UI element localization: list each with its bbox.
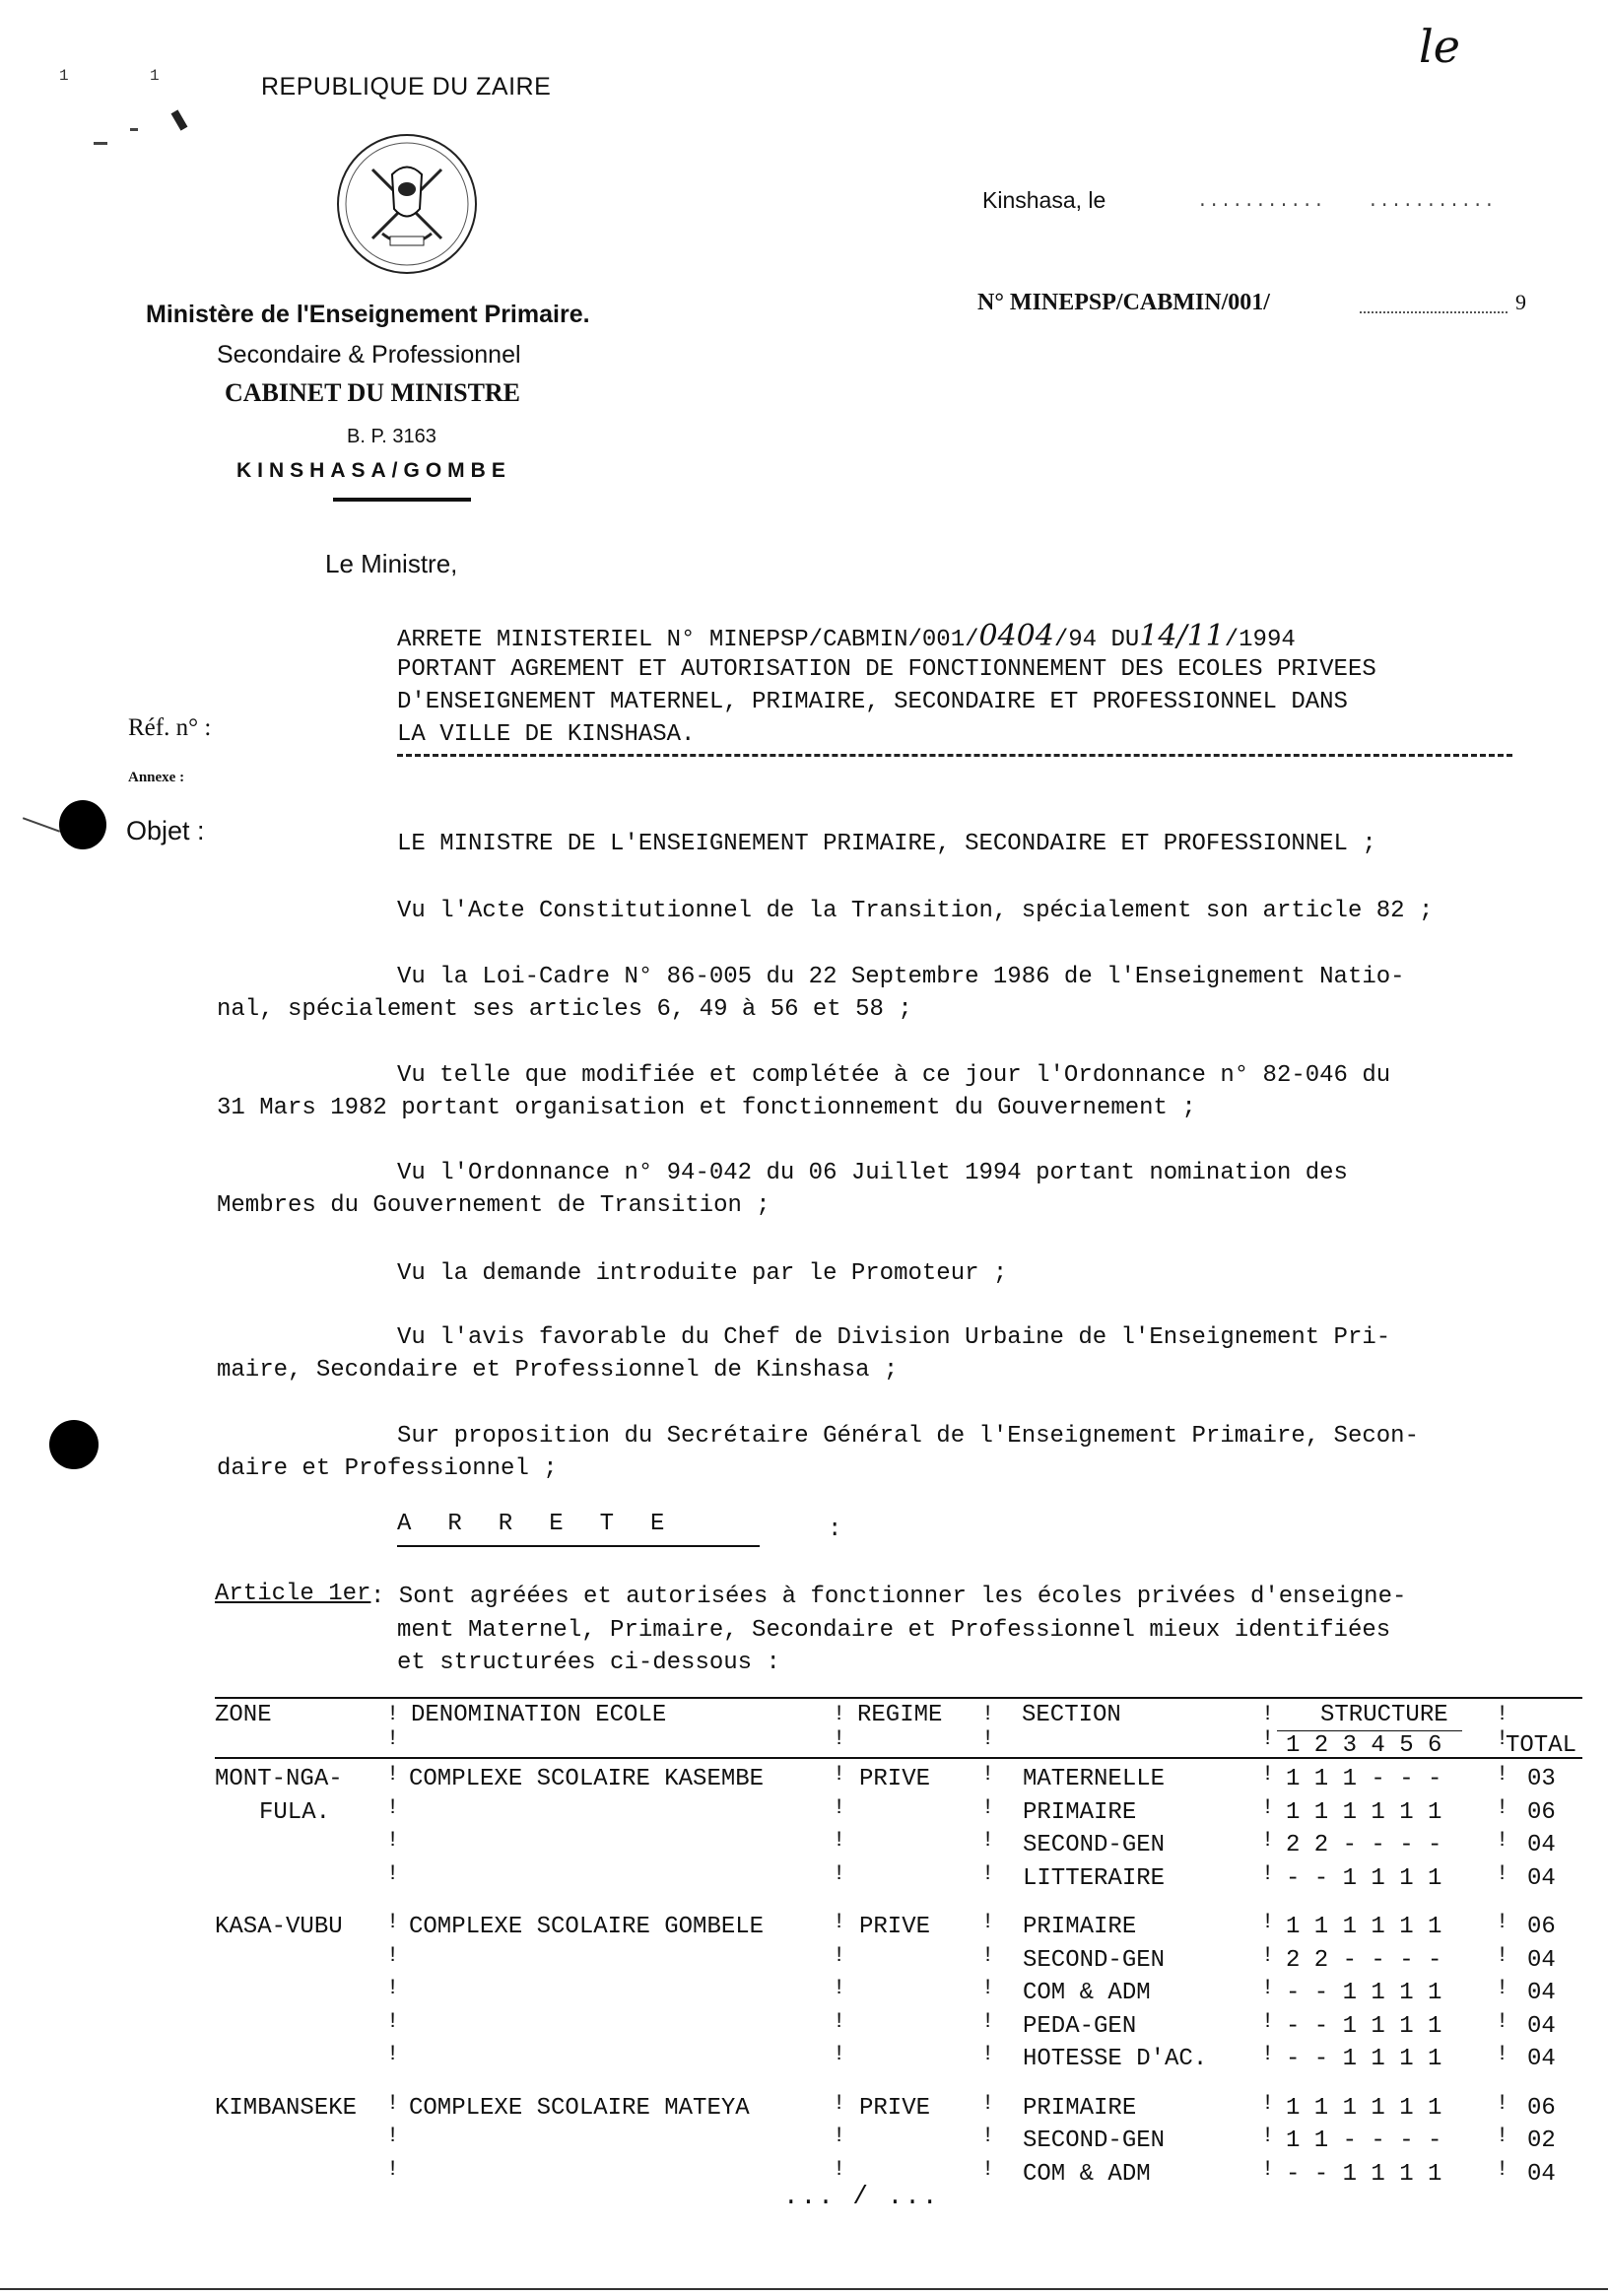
corner-handwriting: le xyxy=(1419,20,1460,73)
decree-title-line: LA VILLE DE KINSHASA. xyxy=(397,721,696,748)
column-separator: ! xyxy=(981,2090,995,2116)
structure-cell: - - 1 1 1 1 xyxy=(1286,1980,1442,2006)
annexe-label: Annexe : xyxy=(128,770,185,785)
column-separator: ! xyxy=(833,1726,846,1751)
column-separator: ! xyxy=(981,1762,995,1787)
column-separator: ! xyxy=(981,1726,995,1751)
column-separator: ! xyxy=(386,2124,400,2148)
punch-hole-mark xyxy=(59,800,106,849)
column-separator: ! xyxy=(386,1726,400,1751)
zone-cell: FULA. xyxy=(259,1798,331,1826)
reference-label: Réf. n° : xyxy=(128,714,212,741)
structure-cell: - - 1 1 1 1 xyxy=(1286,2012,1442,2040)
regime-cell: PRIVE xyxy=(859,1914,931,1940)
title-text: ARRETE MINISTERIEL N° MINEPSP/CABMIN/001/ xyxy=(397,627,979,653)
minister-label: Le Ministre, xyxy=(325,549,458,578)
column-separator: ! xyxy=(981,1860,995,1886)
column-separator: ! xyxy=(1496,1860,1509,1886)
column-separator: ! xyxy=(1261,1942,1275,1968)
header-total: TOTAL xyxy=(1506,1732,1577,1759)
article-label: Article 1er xyxy=(215,1581,371,1607)
column-separator: ! xyxy=(833,1828,846,1853)
section-cell: PEDA-GEN xyxy=(1023,2012,1137,2040)
column-separator: ! xyxy=(1496,2090,1509,2116)
column-separator: ! xyxy=(1496,1828,1509,1853)
preamble-paragraph: Sur proposition du Secrétaire Général de l'Enseignement Primaire, Secon- xyxy=(397,1423,1419,1450)
column-separator: ! xyxy=(833,1794,846,1820)
column-separator: ! xyxy=(1261,1762,1275,1787)
total-cell: 04 xyxy=(1527,1980,1556,2006)
structure-cell: 2 2 - - - - xyxy=(1286,1832,1442,1858)
column-separator: ! xyxy=(1496,2008,1509,2034)
column-separator: ! xyxy=(1496,1976,1509,2000)
column-separator: ! xyxy=(833,1702,846,1726)
total-cell: 06 xyxy=(1527,1914,1556,1940)
zone-cell: MONT-NGA- xyxy=(215,1766,343,1792)
column-separator: ! xyxy=(1261,2124,1275,2148)
section-cell: SECOND-GEN xyxy=(1023,1832,1166,1858)
column-separator: ! xyxy=(1261,2042,1275,2066)
section-cell: COM & ADM xyxy=(1023,2160,1151,2188)
handwritten-date: 14/11 xyxy=(1139,619,1225,653)
column-separator: ! xyxy=(1261,1794,1275,1820)
section-cell: PRIMAIRE xyxy=(1023,2094,1137,2122)
column-separator: ! xyxy=(981,1976,995,2000)
header-structure: STRUCTURE xyxy=(1320,1702,1448,1728)
article-text: ment Maternel, Primaire, Secondaire et Professionnel mieux identifiées xyxy=(397,1617,1391,1644)
column-separator: ! xyxy=(1496,1762,1509,1787)
column-separator: ! xyxy=(386,1762,400,1787)
column-separator: ! xyxy=(1261,1726,1275,1751)
date-blank: ........... xyxy=(1197,192,1325,212)
structure-cell: 1 1 1 - - - xyxy=(1286,1766,1442,1792)
column-separator: ! xyxy=(386,1976,400,2000)
ministry-name: Ministère de l'Enseignement Primaire. xyxy=(146,301,590,328)
section-cell: SECOND-GEN xyxy=(1023,2127,1166,2154)
scan-marks: 1 xyxy=(150,67,160,85)
coat-of-arms-emblem xyxy=(333,130,481,278)
objet-label: Objet : xyxy=(126,816,205,845)
scan-marks xyxy=(94,142,107,145)
arrete-heading: ARRETE xyxy=(397,1511,702,1537)
total-cell: 06 xyxy=(1527,1798,1556,1826)
regime-cell: PRIVE xyxy=(859,2094,931,2122)
column-separator: ! xyxy=(1496,2042,1509,2066)
column-separator: ! xyxy=(833,1942,846,1968)
preamble-heading: LE MINISTRE DE L'ENSEIGNEMENT PRIMAIRE, SECONDAIRE ET PROFESSIONNEL ; xyxy=(397,831,1376,857)
column-separator: ! xyxy=(386,2042,400,2066)
title-text: /1994 xyxy=(1224,627,1296,653)
zone-cell: KIMBANSEKE xyxy=(215,2094,358,2122)
decree-title-line: PORTANT AGREMENT ET AUTORISATION DE FONCTIONNEMENT DES ECOLES PRIVEES xyxy=(397,656,1376,683)
scan-marks xyxy=(171,109,188,130)
section-cell: COM & ADM xyxy=(1023,1980,1151,2006)
column-separator: ! xyxy=(1496,1942,1509,1968)
column-separator: ! xyxy=(833,2090,846,2116)
total-cell: 04 xyxy=(1527,1832,1556,1858)
total-cell: 06 xyxy=(1527,2094,1556,2122)
column-separator: ! xyxy=(981,2042,995,2066)
total-cell: 04 xyxy=(1527,1946,1556,1974)
column-separator: ! xyxy=(1261,1828,1275,1853)
scan-marks: 1 xyxy=(59,67,69,85)
preamble-paragraph: Vu l'avis favorable du Chef de Division Urbaine de l'Enseignement Pri- xyxy=(397,1324,1391,1351)
column-separator: ! xyxy=(386,1702,400,1726)
column-separator: ! xyxy=(386,2090,400,2116)
column-separator: ! xyxy=(1261,2008,1275,2034)
column-separator: ! xyxy=(833,1860,846,1886)
regime-cell: PRIVE xyxy=(859,1766,931,1792)
structure-cell: 1 1 - - - - xyxy=(1286,2127,1442,2154)
column-separator: ! xyxy=(981,1942,995,1968)
school-name-cell: COMPLEXE SCOLAIRE GOMBELE xyxy=(409,1914,765,1940)
total-cell: 02 xyxy=(1527,2127,1556,2154)
school-name-cell: COMPLEXE SCOLAIRE MATEYA xyxy=(409,2094,750,2122)
column-separator: ! xyxy=(981,1794,995,1820)
column-separator: ! xyxy=(981,1828,995,1853)
column-separator: ! xyxy=(833,2156,846,2182)
punch-hole-mark xyxy=(49,1420,99,1469)
preamble-paragraph: Vu la Loi-Cadre N° 86-005 du 22 Septembre 1986 de l'Enseignement Natio- xyxy=(397,964,1405,990)
cabinet-title: CABINET DU MINISTRE xyxy=(225,378,521,407)
zone-cell: KASA-VUBU xyxy=(215,1914,343,1940)
header-divider xyxy=(333,498,471,502)
structure-cell: - - 1 1 1 1 xyxy=(1286,1864,1442,1892)
total-cell: 03 xyxy=(1527,1766,1556,1792)
preamble-paragraph: nal, spécialement ses articles 6, 49 à 56 et 58 ; xyxy=(217,996,912,1023)
section-cell: SECOND-GEN xyxy=(1023,1946,1166,1974)
article-text: et structurées ci-dessous : xyxy=(397,1650,780,1676)
scan-marks xyxy=(130,128,138,131)
ministry-subtitle: Secondaire & Professionnel xyxy=(217,341,521,369)
column-separator: ! xyxy=(1261,1702,1275,1726)
reference-suffix: 9 xyxy=(1515,290,1526,314)
preamble-paragraph: Vu l'Acte Constitutionnel de la Transition, spécialement son article 82 ; xyxy=(397,898,1434,924)
title-text: /94 DU xyxy=(1053,627,1140,653)
column-separator: ! xyxy=(1261,1910,1275,1934)
decree-title xyxy=(397,620,1296,656)
scan-marks xyxy=(23,817,60,833)
column-separator: ! xyxy=(1496,1910,1509,1934)
column-separator: ! xyxy=(833,2124,846,2148)
preamble-paragraph: 31 Mars 1982 portant organisation et fonctionnement du Gouvernement ; xyxy=(217,1095,1196,1121)
preamble-paragraph: daire et Professionnel ; xyxy=(217,1455,558,1482)
total-cell: 04 xyxy=(1527,2012,1556,2040)
place-date-label: Kinshasa, le xyxy=(982,187,1106,213)
structure-cell: 1 1 1 1 1 1 xyxy=(1286,2094,1442,2122)
section-cell: PRIMAIRE xyxy=(1023,1798,1137,1826)
page-bottom-edge xyxy=(0,2288,1608,2290)
column-separator: ! xyxy=(833,2042,846,2066)
table-top-border xyxy=(215,1697,1582,1699)
date-blank: ........... xyxy=(1368,192,1496,212)
preamble-paragraph: Vu l'Ordonnance n° 94-042 du 06 Juillet 1994 portant nomination des xyxy=(397,1160,1348,1186)
city-address: KINSHASA/GOMBE xyxy=(236,459,511,482)
handwritten-number: 0404 xyxy=(978,619,1054,653)
decree-title-line: D'ENSEIGNEMENT MATERNEL, PRIMAIRE, SECONDAIRE ET PROFESSIONNEL DANS xyxy=(397,689,1348,715)
column-separator: ! xyxy=(1496,1726,1509,1751)
preamble-paragraph: maire, Secondaire et Professionnel de Kinshasa ; xyxy=(217,1357,899,1384)
preamble-paragraph: Membres du Gouvernement de Transition ; xyxy=(217,1192,770,1219)
column-separator: ! xyxy=(833,1910,846,1934)
header-regime: REGIME xyxy=(857,1702,943,1728)
column-separator: ! xyxy=(1496,2156,1509,2182)
total-cell: 04 xyxy=(1527,1864,1556,1892)
column-separator: ! xyxy=(386,1910,400,1934)
column-separator: ! xyxy=(1496,1794,1509,1820)
preamble-paragraph: Vu la demande introduite par le Promoteur ; xyxy=(397,1260,1008,1287)
title-divider xyxy=(397,754,1512,757)
section-cell: MATERNELLE xyxy=(1023,1766,1166,1792)
column-separator: ! xyxy=(1496,2124,1509,2148)
section-cell: HOTESSE D'AC. xyxy=(1023,2046,1208,2072)
reference-number: N° MINEPSP/CABMIN/001/ xyxy=(977,290,1270,315)
arrete-colon: : xyxy=(828,1517,842,1543)
article-text: : Sont agréées et autorisées à fonctionner les écoles privées d'enseigne- xyxy=(370,1584,1407,1610)
total-cell: 04 xyxy=(1527,2046,1556,2072)
column-separator: ! xyxy=(386,1942,400,1968)
column-separator: ! xyxy=(1261,2090,1275,2116)
section-cell: LITTERAIRE xyxy=(1023,1864,1166,1892)
arrete-underline xyxy=(397,1545,760,1547)
column-separator: ! xyxy=(386,1794,400,1820)
column-separator: ! xyxy=(386,2156,400,2182)
header-denomination: DENOMINATION ECOLE xyxy=(411,1702,667,1728)
structure-header-rule xyxy=(1277,1730,1462,1731)
column-separator: ! xyxy=(981,2124,995,2148)
column-separator: ! xyxy=(1261,2156,1275,2182)
header-zone: ZONE xyxy=(215,1702,272,1728)
column-separator: ! xyxy=(981,2156,995,2182)
column-separator: ! xyxy=(981,1910,995,1934)
reference-blank-line xyxy=(1360,311,1508,314)
section-cell: PRIMAIRE xyxy=(1023,1914,1137,1940)
structure-cell: 2 2 - - - - xyxy=(1286,1946,1442,1974)
column-separator: ! xyxy=(1496,1702,1509,1726)
column-separator: ! xyxy=(833,1976,846,2000)
preamble-paragraph: Vu telle que modifiée et complétée à ce jour l'Ordonnance n° 82-046 du xyxy=(397,1062,1391,1089)
structure-cell: - - 1 1 1 1 xyxy=(1286,2046,1442,2072)
structure-cell: 1 1 1 1 1 1 xyxy=(1286,1914,1442,1940)
column-separator: ! xyxy=(1261,1860,1275,1886)
structure-cell: 1 1 1 1 1 1 xyxy=(1286,1798,1442,1826)
structure-cell: - - 1 1 1 1 xyxy=(1286,2160,1442,2188)
republic-name: REPUBLIQUE DU ZAIRE xyxy=(261,73,552,101)
postal-box: B. P. 3163 xyxy=(347,426,436,447)
column-separator: ! xyxy=(981,2008,995,2034)
column-separator: ! xyxy=(833,2008,846,2034)
total-cell: 04 xyxy=(1527,2160,1556,2188)
header-levels: 1 2 3 4 5 6 xyxy=(1286,1732,1442,1759)
column-separator: ! xyxy=(833,1762,846,1787)
column-separator: ! xyxy=(386,1860,400,1886)
column-separator: ! xyxy=(1261,1976,1275,2000)
column-separator: ! xyxy=(981,1702,995,1726)
column-separator: ! xyxy=(386,2008,400,2034)
header-section: SECTION xyxy=(1022,1702,1121,1728)
school-name-cell: COMPLEXE SCOLAIRE KASEMBE xyxy=(409,1766,765,1792)
column-separator: ! xyxy=(386,1828,400,1853)
continuation-marker: ... / ... xyxy=(783,2182,940,2211)
